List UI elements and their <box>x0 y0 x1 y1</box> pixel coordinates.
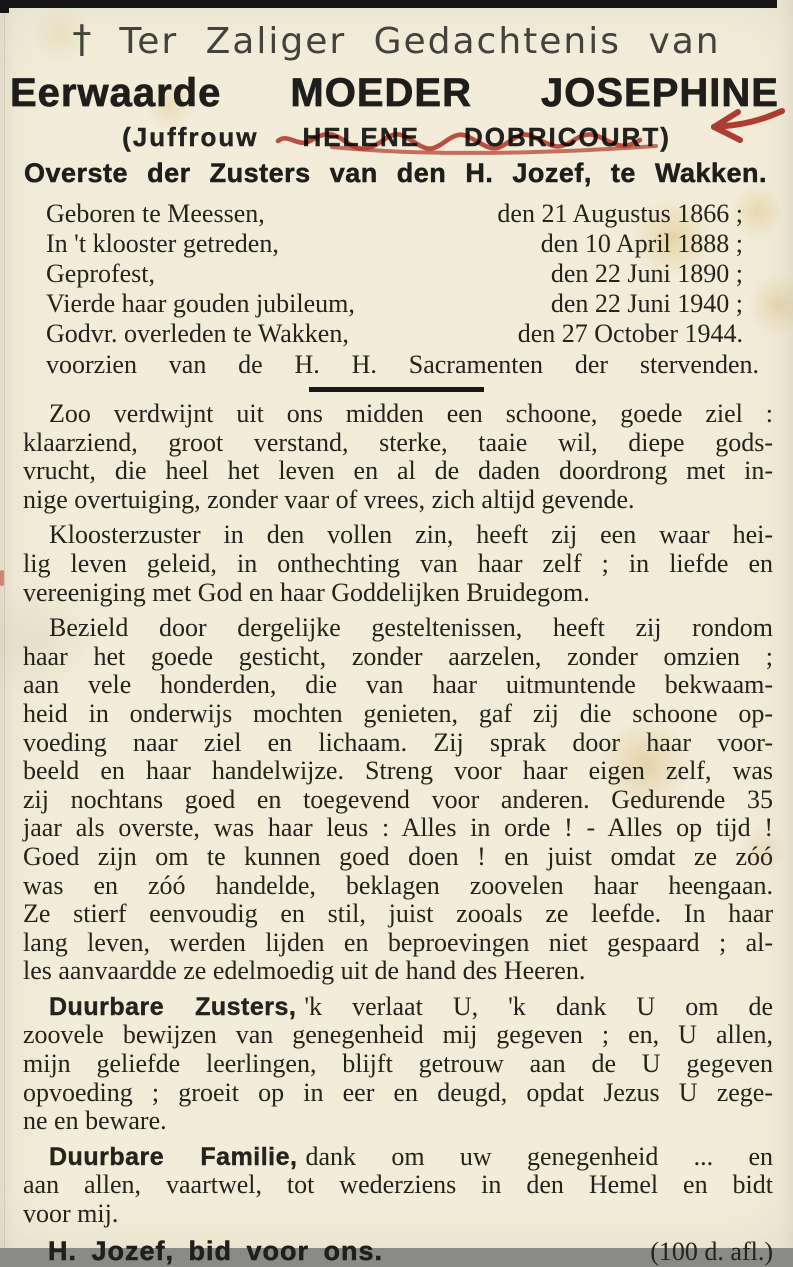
header-motto <box>0 17 793 65</box>
paragraph-line: lig leven geleid, in onthechting van haar zelf ; in liefde en <box>23 548 773 578</box>
card-header <box>0 0 793 190</box>
date-row <box>0 199 793 229</box>
paragraph-line: nige overtuiging, zonder vaar of vrees, zich altijd gevende. <box>23 484 635 514</box>
date-value: den 27 October 1944. <box>517 319 743 348</box>
red-speck-mark <box>0 570 4 586</box>
paragraph <box>23 614 773 986</box>
paragraph-line: voeding naar ziel en lichaam. Zij sprak door haar voor- <box>23 727 773 757</box>
date-label: Geboren te Meessen, <box>46 199 265 228</box>
paragraph-line: aan vele honderden, die van haar uitmuntende bekwaam- <box>23 670 773 700</box>
paragraph-line: voor mij. <box>23 1199 119 1229</box>
cross-icon: † <box>72 17 94 61</box>
paragraph <box>23 521 773 607</box>
paragraph-line: Zoo verdwijnt uit ons midden een schoone, goede ziel : <box>49 399 773 428</box>
paragraph-line: les aanvaardde ze edelmoedig uit de hand des Heeren. <box>23 956 586 986</box>
paragraph-line: was en zóó handelde, beklagen zoovelen haar heengaan. <box>23 870 773 900</box>
paragraph-line: vereeniging met God en haar Goddelijken Bruidegom. <box>23 577 590 607</box>
paragraph-line: lang leven, werden lijden en beproevingen niet gespaard ; al- <box>23 927 773 957</box>
invocation: H. Jozef, bid voor ons. <box>48 1235 384 1266</box>
paragraph-line: zoovele bewijzen van genegenheid mij gegeven ; en, U allen, <box>23 1020 773 1050</box>
paragraph <box>23 400 773 514</box>
obituary-text <box>0 400 793 1229</box>
name-word: Eerwaarde <box>10 71 222 115</box>
paragraph-line: opvoeding ; groeit op in eer en deugd, opdat Jezus U zege- <box>23 1077 773 1107</box>
paragraph <box>23 993 773 1136</box>
date-value: den 22 Juni 1940 ; <box>550 289 743 318</box>
motto-text: Ter Zaliger Gedachtenis van <box>119 21 721 62</box>
name-word: JOSEPHINE <box>541 71 779 115</box>
scan-fold-line <box>4 0 5 1248</box>
paragraph-line: heid in onderwijs mochten genieten, gaf zij die schoone op- <box>23 698 773 728</box>
paragraph-line: Bezield door dergelijke gesteltenissen, heeft zij rondom <box>49 613 773 643</box>
date-row <box>0 229 793 259</box>
date-row <box>0 319 793 349</box>
scan-top-bar <box>8 0 777 8</box>
paragraph-line: haar het goede gesticht, zonder aarzelen, zonder omzien ; <box>23 641 773 671</box>
paragraph-line: Ze stierf eenvoudig en stil, juist zooals ze leefde. In haar <box>23 899 773 929</box>
date-label: Godvr. overleden te Wakken, <box>46 319 349 348</box>
date-label: Vierde haar gouden jubileum, <box>46 289 355 318</box>
paragraph-line: Duurbare Familie, dank om uw genegenheid ... en <box>49 1141 773 1171</box>
paragraph-line: zij nochtans goed en toegevend voor anderen. Gedurende 35 <box>23 784 773 814</box>
date-row <box>0 289 793 319</box>
edition-note: (100 d. afl.) <box>650 1236 773 1266</box>
date-value: den 21 Augustus 1866 ; <box>497 199 743 228</box>
deceased-name <box>0 68 793 118</box>
maiden-word: (Juffrouw <box>122 122 259 152</box>
date-label: Geprofest, <box>46 259 156 288</box>
paragraph-line: aan allen, vaartwel, tot wederziens in den Hemel en bidt <box>23 1170 773 1200</box>
dates-rows <box>0 199 793 349</box>
date-value: den 10 April 1888 ; <box>540 229 743 258</box>
paragraph <box>23 1143 773 1229</box>
paragraph-lead: Duurbare Zusters, <box>49 992 297 1021</box>
paragraph-line: mijn geliefde leerlingen, blijft getrouw aan de U gegeven <box>23 1049 773 1079</box>
paragraph-line: jaar als overste, was haar leus : Alles in orde ! - Alles op tijd ! <box>23 813 773 843</box>
paragraph-line: Goed zijn om te kunnen goed doen ! en juist omdat ze zóó <box>23 841 773 871</box>
name-word: MOEDER <box>290 71 472 115</box>
maiden-word: DOBRICOURT) <box>464 122 671 152</box>
paragraph-line: vrucht, die heel het leven en al de daden doordrong met in- <box>23 456 773 486</box>
paragraph-line: ne en beware. <box>23 1106 167 1136</box>
life-dates <box>0 199 793 380</box>
date-row <box>0 259 793 289</box>
dates-footer: voorzien van de H. H. Sacramenten der stervenden. <box>46 350 759 379</box>
card-footer <box>0 1236 793 1267</box>
maiden-word: HELENE <box>302 122 420 152</box>
maiden-name <box>0 120 793 154</box>
paragraph-line: beeld en haar handelwijze. Streng voor haar eigen zelf, was <box>23 756 773 786</box>
paragraph-line: Kloosterzuster in den vollen zin, heeft zij een waar hei- <box>49 520 773 550</box>
title-line: Overste der Zusters van den H. Jozef, te Wakken. <box>24 158 767 188</box>
date-label: In 't klooster getreden, <box>46 229 279 258</box>
section-divider <box>309 387 484 392</box>
paragraph-line: Duurbare Zusters, 'k verlaat U, 'k dank U om de <box>49 991 773 1021</box>
date-value: den 22 Juni 1890 ; <box>550 259 743 288</box>
scan-corner-mark <box>0 0 9 13</box>
paragraph-lead: Duurbare Familie, <box>49 1142 298 1171</box>
paragraph-line: klaarziend, groot verstand, sterke, taaie wil, diepe gods- <box>23 427 773 457</box>
